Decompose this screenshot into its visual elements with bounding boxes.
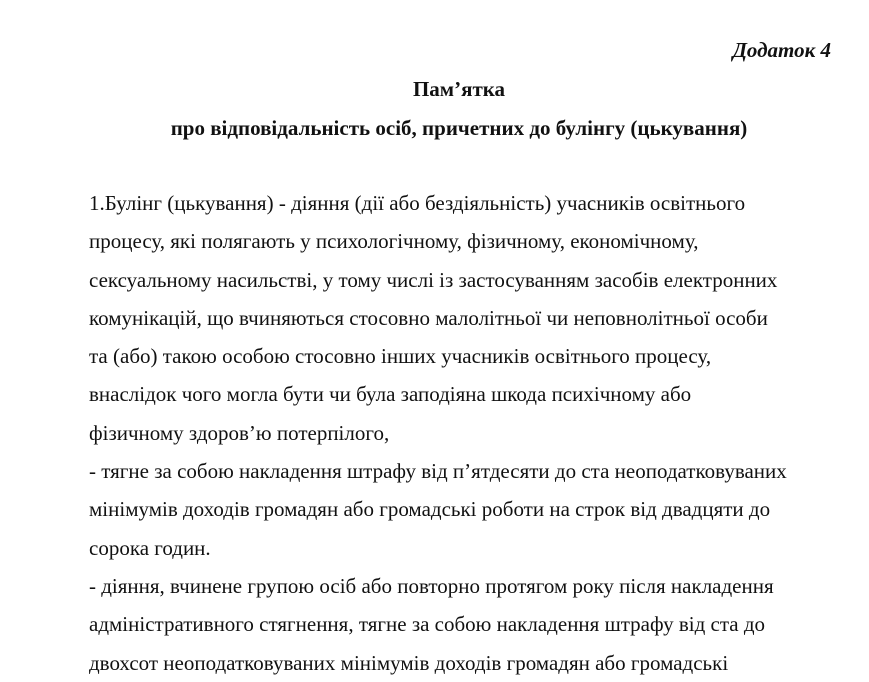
body-line: процесу, які полягають у психологічному, фізичному, економічному,: [89, 229, 699, 254]
annex-label: Додаток 4: [732, 38, 831, 62]
body-line: сорока годин.: [89, 535, 211, 560]
body-line: адміністративного стягнення, тягне за собою накладення штрафу від ста до: [89, 612, 766, 637]
document-title: Пам’ятка: [412, 77, 506, 101]
body-line: сексуальному насильстві, у тому числі із застосуванням засобів електронних: [89, 267, 778, 292]
document-subtitle: про відповідальність осіб, причетних до булінгу (цькування): [170, 116, 748, 140]
body-line: внаслідок чого могла бути чи була заподіяна шкода психічному або: [89, 382, 692, 407]
body-line: фізичному здоров’ю потерпілого,: [89, 420, 390, 445]
body-line: двохсот неоподатковуваних мінімумів доходів громадян або громадські: [89, 650, 729, 675]
body-line: - діяння, вчинене групою осіб або повторно протягом року після накладення: [89, 573, 774, 598]
document-body: [89, 184, 859, 682]
body-line: 1.Булінг (цькування) - діяння (дії або бездіяльність) учасників освітнього: [89, 191, 746, 215]
body-line: комунікацій, що вчиняються стосовно малолітньої чи неповнолітньої особи: [89, 305, 768, 330]
body-line: - тягне за собою накладення штрафу від п’ятдесяти до ста неоподатковуваних: [89, 459, 787, 484]
body-line: та (або) такою особою стосовно інших учасників освітнього процесу,: [89, 344, 712, 369]
body-line: мінімумів доходів громадян або громадські роботи на строк від двадцяти до: [89, 497, 771, 522]
